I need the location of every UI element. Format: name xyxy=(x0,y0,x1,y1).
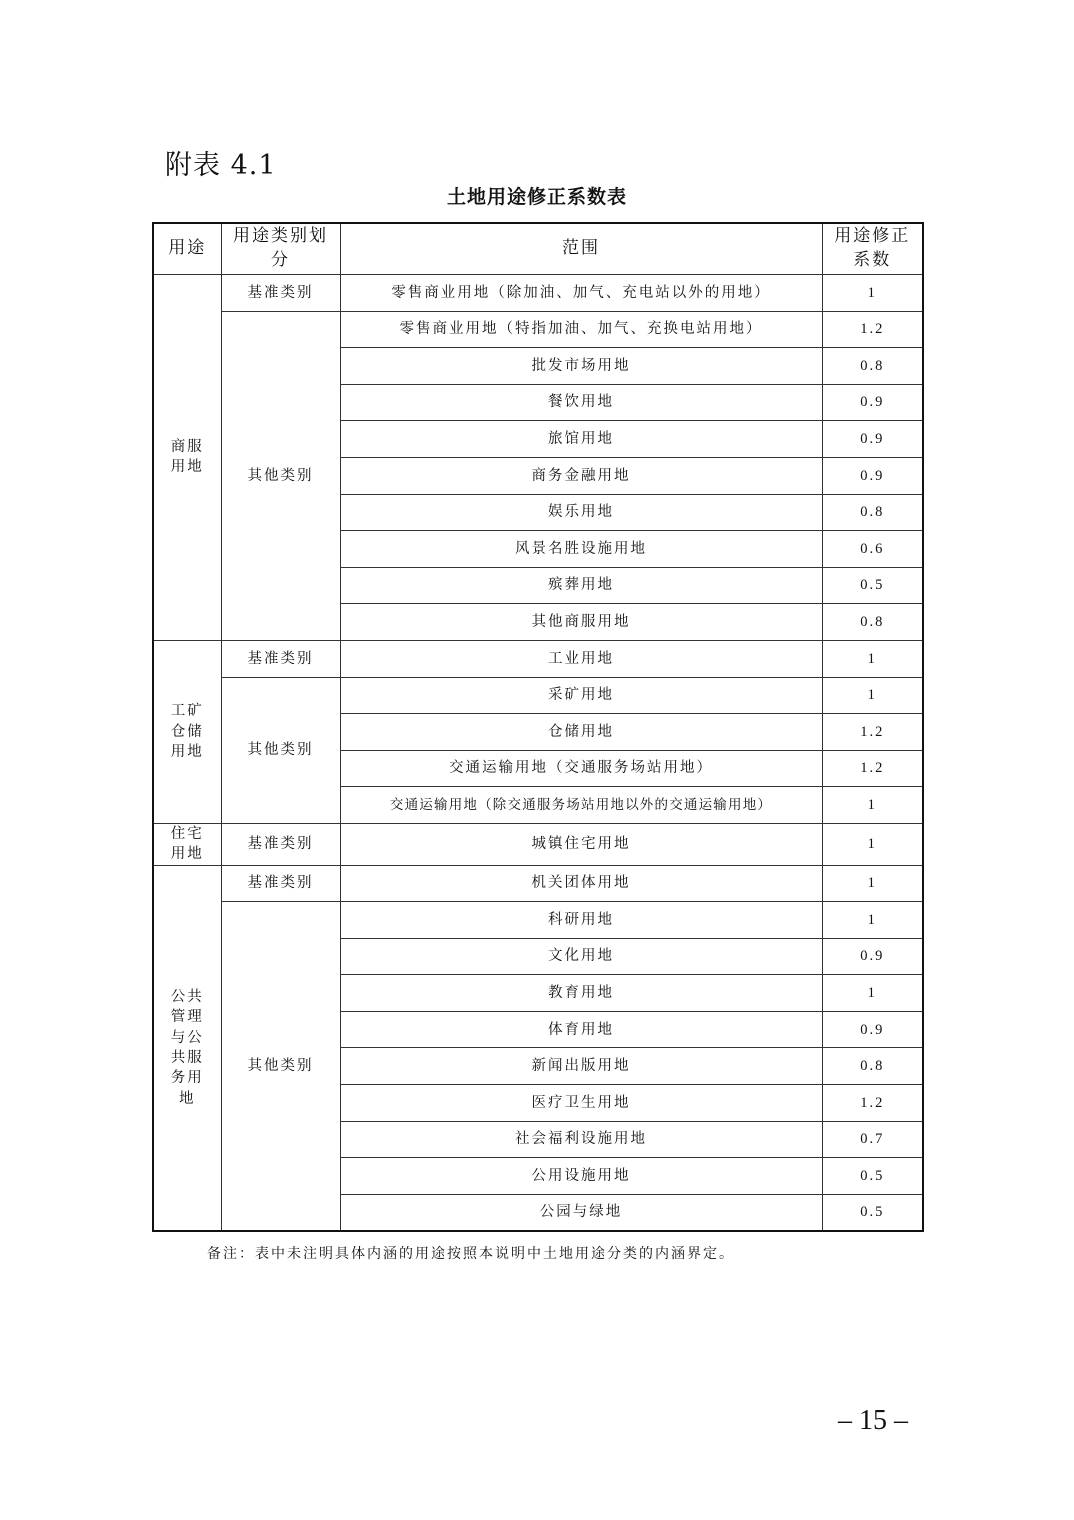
coefficient-cell: 0.5 xyxy=(822,1194,923,1231)
group-public-service: 公共管理与公共服务用地 xyxy=(153,865,221,1231)
land-use-coefficient-table xyxy=(152,222,924,1232)
scope-cell: 商务金融用地 xyxy=(340,457,822,494)
scope-cell: 风景名胜设施用地 xyxy=(340,531,822,568)
group-commercial: 商服用地 xyxy=(153,275,221,641)
scope-cell: 教育用地 xyxy=(340,975,822,1012)
table-note: 备注：表中未注明具体内涵的用途按照本说明中土地用途分类的内涵界定。 xyxy=(207,1246,735,1262)
header-use: 用途 xyxy=(153,223,221,275)
category-cell: 其他类别 xyxy=(221,311,340,640)
group-residential: 住宅用地 xyxy=(153,823,221,865)
category-cell: 基准类别 xyxy=(221,865,340,902)
scope-cell: 零售商业用地（特指加油、加气、充换电站用地） xyxy=(340,311,822,348)
coefficient-cell: 0.6 xyxy=(822,531,923,568)
scope-cell: 新闻出版用地 xyxy=(340,1048,822,1085)
header-scope: 范围 xyxy=(340,223,822,275)
coefficient-cell: 0.9 xyxy=(822,384,923,421)
coefficient-cell: 0.9 xyxy=(822,421,923,458)
coefficient-cell: 0.5 xyxy=(822,567,923,604)
category-cell: 其他类别 xyxy=(221,677,340,823)
table-row xyxy=(153,640,923,677)
coefficient-cell: 0.9 xyxy=(822,938,923,975)
coefficient-cell: 1.2 xyxy=(822,1085,923,1122)
scope-cell: 批发市场用地 xyxy=(340,348,822,385)
table-row xyxy=(153,865,923,902)
coefficient-cell: 1 xyxy=(822,902,923,939)
page-number: – 15 – xyxy=(838,1405,908,1436)
scope-cell: 文化用地 xyxy=(340,938,822,975)
coefficient-cell: 1 xyxy=(822,275,923,312)
table-title: 土地用途修正系数表 xyxy=(446,186,627,208)
category-cell: 基准类别 xyxy=(221,823,340,865)
coefficient-cell: 1 xyxy=(822,640,923,677)
coefficient-cell: 0.8 xyxy=(822,494,923,531)
scope-cell: 交通运输用地（除交通服务场站用地以外的交通运输用地） xyxy=(340,787,822,824)
header-category: 用途类别划分 xyxy=(221,223,340,275)
scope-cell: 工业用地 xyxy=(340,640,822,677)
coefficient-cell: 0.8 xyxy=(822,604,923,641)
scope-cell: 娱乐用地 xyxy=(340,494,822,531)
scope-cell: 采矿用地 xyxy=(340,677,822,714)
coefficient-cell: 1 xyxy=(822,975,923,1012)
coefficient-cell: 1.2 xyxy=(822,750,923,787)
scope-cell: 餐饮用地 xyxy=(340,384,822,421)
scope-cell: 社会福利设施用地 xyxy=(340,1121,822,1158)
category-cell: 其他类别 xyxy=(221,902,340,1232)
scope-cell: 其他商服用地 xyxy=(340,604,822,641)
coefficient-cell: 1.2 xyxy=(822,311,923,348)
table-row xyxy=(153,311,923,348)
scope-cell: 旅馆用地 xyxy=(340,421,822,458)
coefficient-cell: 1 xyxy=(822,823,923,865)
table-row xyxy=(153,902,923,939)
table-row xyxy=(153,275,923,312)
coefficient-cell: 1 xyxy=(822,865,923,902)
scope-cell: 科研用地 xyxy=(340,902,822,939)
group-industrial: 工矿仓储用地 xyxy=(153,640,221,823)
table-header-row xyxy=(153,223,923,275)
scope-cell: 仓储用地 xyxy=(340,714,822,751)
table-row xyxy=(153,677,923,714)
scope-cell: 交通运输用地（交通服务场站用地） xyxy=(340,750,822,787)
scope-cell: 公园与绿地 xyxy=(340,1194,822,1231)
coefficient-cell: 1 xyxy=(822,677,923,714)
scope-cell: 公用设施用地 xyxy=(340,1158,822,1195)
coefficient-cell: 0.5 xyxy=(822,1158,923,1195)
scope-cell: 殡葬用地 xyxy=(340,567,822,604)
scope-cell: 体育用地 xyxy=(340,1011,822,1048)
scope-cell: 零售商业用地（除加油、加气、充电站以外的用地） xyxy=(340,275,822,312)
coefficient-cell: 1 xyxy=(822,787,923,824)
scope-cell: 城镇住宅用地 xyxy=(340,823,822,865)
coefficient-cell: 0.9 xyxy=(822,457,923,494)
scope-cell: 机关团体用地 xyxy=(340,865,822,902)
coefficient-cell: 0.7 xyxy=(822,1121,923,1158)
coefficient-cell: 0.8 xyxy=(822,348,923,385)
coefficient-cell: 0.9 xyxy=(822,1011,923,1048)
table-row xyxy=(153,823,923,865)
coefficient-cell: 0.8 xyxy=(822,1048,923,1085)
header-coefficient: 用途修正系数 xyxy=(822,223,923,275)
coefficient-cell: 1.2 xyxy=(822,714,923,751)
category-cell: 基准类别 xyxy=(221,640,340,677)
category-cell: 基准类别 xyxy=(221,275,340,312)
appendix-label: 附表 4.1 xyxy=(165,150,277,181)
scope-cell: 医疗卫生用地 xyxy=(340,1085,822,1122)
